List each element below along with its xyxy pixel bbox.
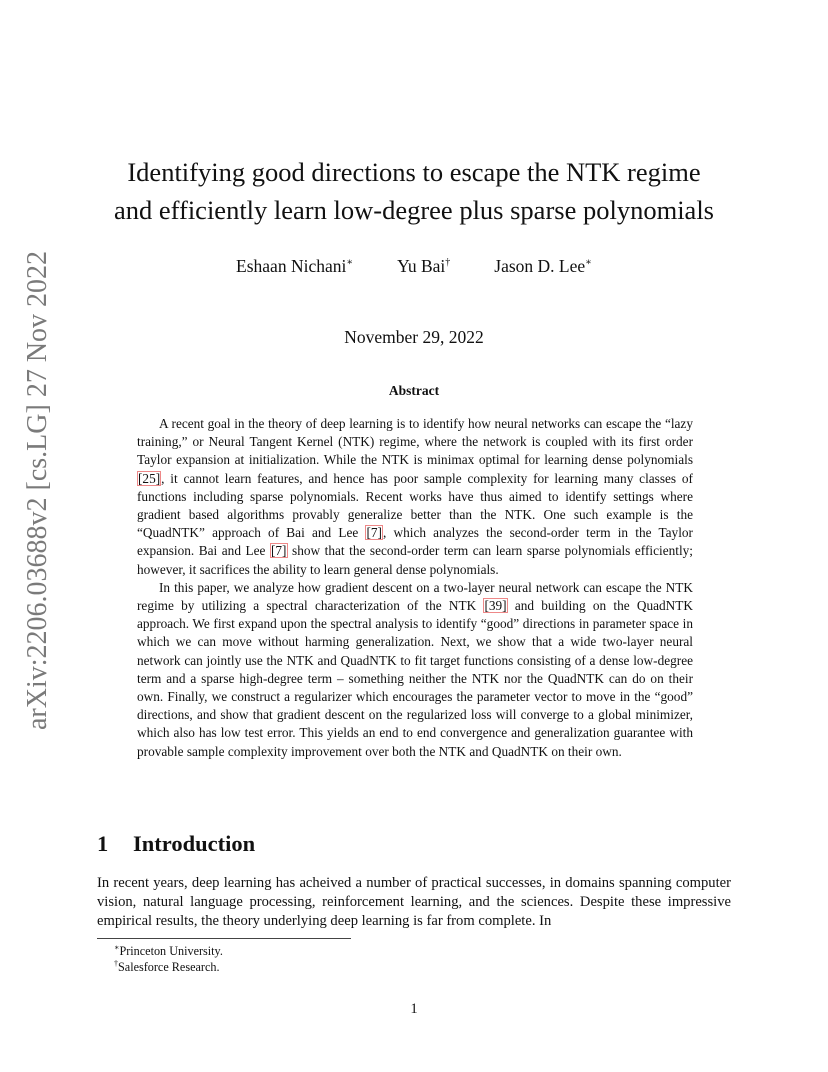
affiliation-mark[interactable]: † xyxy=(445,257,451,269)
section-number: 1 xyxy=(97,831,109,856)
author-name: Yu Bai xyxy=(397,256,446,276)
title-line-2: and efficiently learn low-degree plus sparse polynomials xyxy=(114,195,714,225)
citation-link[interactable]: [7] xyxy=(366,525,382,541)
footnote-text: Princeton University. xyxy=(119,944,223,958)
abstract-heading: Abstract xyxy=(388,383,440,398)
abstract-text: and building on the QuadNTK approach. We first expand upon the spectral analysis to identify “good” directions in parameter space in which we can move without harming generalization. Next, we show that a wide two-layer neural network can jointly use the NTK and QuadNTK to fit target functions consisting of a dense low-degree term and a sparse high-degree term – something neither the NTK nor the QuadNTK can do on their own. Finally, we construct a regularizer which encourages the parameter vector to move in the “good” directions, and show that gradient descent on the regularized loss will converge to a global minimizer, which also has low test error. This yields an end to end convergence and generalization guarantee with provable sample complexity improvement over both the NTK and QuadNTK on their own. xyxy=(137,598,693,759)
footnote-divider xyxy=(97,938,351,939)
footnote-salesforce xyxy=(114,959,514,975)
introduction-paragraph: In recent years, deep learning has acheived a number of practical successes, in domains spanning computer vision, natural language processing, reinforcement learning, and the sciences. Despite these impressive empirical results, the theory underlying deep learning is far from complete. In xyxy=(97,875,731,929)
abstract-text: , which analyzes the second-order term in the Taylor expansion. Bai and Lee xyxy=(137,525,693,559)
abstract-body xyxy=(137,415,693,761)
title-line-1: Identifying good directions to escape the NTK regime xyxy=(127,157,701,187)
paper-title xyxy=(80,153,748,229)
footnotes xyxy=(114,943,514,975)
author-lee xyxy=(494,254,592,278)
section-title: Introduction xyxy=(133,831,256,856)
publication-date: November 29, 2022 xyxy=(344,327,484,347)
abstract-text: , it cannot learn features, and hence has poor sample complexity for learning many classes of functions including sparse polynomials. Recent works have thus aimed to identify settings where gradient based algorithms provably generalize better than the NTK. One such example is the “QuadNTK” approach of Bai and Lee xyxy=(137,470,693,541)
author-nichani xyxy=(236,254,353,278)
abstract-text: show that the second-order term can learn sparse polynomials efficiently; however, it sacrifices the ability to learn general dense polynomials. xyxy=(137,543,693,577)
abstract-text: A recent goal in the theory of deep learning is to identify how neural networks can escape the “lazy training,” or Neural Tangent Kernel (NTK) regime, where the network is coupled with its first order Taylor expansion at initialization. While the NTK is minimax optimal for learning dense polynomials xyxy=(137,416,693,468)
section-heading-introduction xyxy=(97,829,737,859)
footnote-text: Salesforce Research. xyxy=(118,960,220,974)
citation-link[interactable]: [39] xyxy=(484,598,507,614)
footnote-mark: † xyxy=(114,958,118,968)
footnote-mark: ∗ xyxy=(114,942,120,952)
abstract-text: In this paper, we analyze how gradient descent on a two-layer neural network can escape the NTK regime by utilizing a spectral characterization of the NTK xyxy=(137,579,693,614)
affiliation-mark[interactable]: ∗ xyxy=(585,257,592,269)
page-number: 1 xyxy=(410,1001,418,1017)
author-name: Jason D. Lee xyxy=(494,256,586,276)
abstract-paragraph-2 xyxy=(137,579,693,761)
affiliation-mark[interactable]: ∗ xyxy=(346,257,354,269)
author-list xyxy=(80,254,748,278)
citation-link[interactable]: [7] xyxy=(270,543,287,559)
abstract-paragraph-1 xyxy=(137,415,693,579)
author-bai xyxy=(397,254,450,278)
arxiv-identifier-stamp: arXiv:2206.03688v2 [cs.LG] 27 Nov 2022 xyxy=(22,250,53,730)
footnote-princeton xyxy=(114,943,514,959)
citation-link[interactable]: [25] xyxy=(138,470,161,486)
author-name: Eshaan Nichani xyxy=(236,256,347,276)
